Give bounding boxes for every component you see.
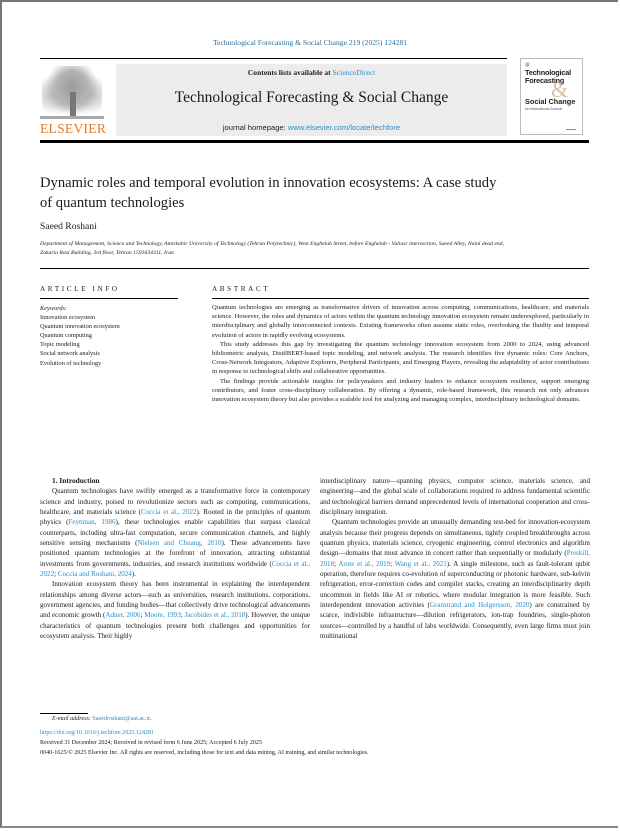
text: ; — [54, 570, 58, 579]
received-dates: Received 31 December 2024; Received in revised form 6 June 2025; Accepted 6 July 2025 — [40, 740, 263, 746]
text: ; — [390, 559, 395, 568]
cover-title-line1: Technological — [525, 68, 571, 77]
citation-link[interactable]: Jacobides et al., 2018 — [184, 611, 246, 620]
abstract-heading: ABSTRACT — [212, 285, 271, 293]
keyword: Social network analysis — [40, 350, 100, 358]
text: ; — [180, 611, 185, 620]
copyright-notice: 0040-1625/© 2025 Elsevier Inc. All rights are reserved, including those for text and data mining, AI training, and similar technologies. — [40, 750, 369, 756]
header-rule-bottom — [40, 140, 589, 143]
journal-homepage-link[interactable]: www.elsevier.com/locate/techfore — [287, 123, 401, 132]
abstract-rule — [212, 298, 589, 299]
body-column-right — [320, 476, 590, 642]
cover-publisher-icon: ▦ — [525, 63, 530, 68]
author-name[interactable]: Saeed Roshani — [40, 221, 97, 232]
cover-footer-mark — [566, 129, 576, 130]
email-suffix: . — [149, 716, 152, 722]
abstract-paragraph: Quantum technologies are emerging as transformative drivers of innovation across computing, communications, healthcare, and materials science. However, the roles and dynamics of actors within the quantum technology innovation ecosystem remain underexplored, particularly in interdisciplinary and globally interconnected contexts. Existing frameworks often assume static roles, overlooking the fluidity and temporal evolution of actors in rapidly evolving ecosystems. — [212, 304, 589, 339]
abstract-paragraph: This study addresses this gap by investigating the quantum technology innovation ecosystem from 2000 to 2024, using advanced bibliometric analysis, DistilBERT-based topic modeling, and network analysis. The research identifies five dynamic roles: Core Anchors, Cross-Network Integrators, Adaptive Explorers, Peripheral Participants, and Emerging Players, revealing the adaptability of actor contributions in response to technological shifts and collaborative opportunities. — [212, 340, 589, 376]
email-footnote — [52, 716, 151, 722]
tree-ground-icon — [40, 116, 104, 119]
contents-prefix: Contents lists available at — [247, 68, 333, 77]
text: ). — [131, 570, 136, 579]
text: Quantum technologies have swiftly emerged as a transformative force in contemporary science and industry, poised to revolutionize sectors such as computing, communications, healthcare, and materials science ( — [40, 487, 310, 517]
body-paragraph — [40, 486, 310, 579]
cover-subtitle: An International Journal — [525, 107, 562, 111]
cover-ampersand: & — [551, 77, 569, 102]
text: ). Rooted in the principles of quantum physics ( — [40, 508, 310, 527]
abstract-paragraph: The findings provide actionable insights for policymakers and industry leaders to enhance ecosystem resilience, support emerging contributors, and foster cross-disciplinary collaboration. By offering a dynamic, role-based framework, this research not only advances innovation ecosystem theory but also provides a scalable tool for analyzing and managing complex, interdisciplinary technological domains. — [212, 377, 589, 404]
contents-line — [116, 68, 507, 77]
text: ; — [334, 559, 339, 568]
footnote-rule — [40, 713, 88, 714]
citation-link[interactable]: Preskill, 2018 — [320, 549, 590, 568]
text: Quantum technologies provide an unusually demanding test-bed for innovation-ecosystem analysis because their progress depends on simultaneous, tightly coupled breakthroughs across quantum physics, materials science, cryogenic engineering, control electronics and algorithm design—domains that must advance in concert rather than sequentially or modularly ( — [320, 518, 590, 558]
text: ) are constrained by scarce, indivisible infrastructure—dilution refrigerators, ion-trap foundries, single-photon sources—controlled by a handful of labs worldwide. Consequently, even large firms must join multinational — [320, 601, 590, 641]
citation-link[interactable]: Moore, 1993 — [144, 611, 181, 620]
author-affiliation: Department of Management, Science and Technology, Amirkabir University of Technology (Tehran Polytechnic), West Enghelab Street, before Enghelab - Valiasr intersection, Saeed Alley, Naini dead end, Zakaria Razi Building, 3rd floor, Tehran 1591634311, Iran — [40, 241, 505, 256]
citation-link[interactable]: Coccia and Roshani, 2024 — [57, 570, 132, 579]
text: ; — [140, 611, 145, 620]
homepage-line — [116, 123, 507, 132]
keywords-label: Keywords: — [40, 305, 68, 312]
author-email-link[interactable]: Saeedroshani@aut.ac.ir — [92, 716, 150, 722]
doi-link[interactable]: https://doi.org/10.1016/j.techfore.2025.124281 — [40, 730, 155, 736]
journal-banner — [116, 64, 507, 136]
citation-link[interactable]: Coccia et al., 2022 — [40, 559, 310, 579]
citation-link[interactable]: Arute et al., 2019 — [338, 559, 391, 568]
header-rule-top — [40, 58, 507, 59]
citation-link[interactable]: Wang et al., 2021 — [394, 559, 447, 568]
body-paragraph: interdisciplinary nature—spanning physics, computer science, materials science, and engineering—and the global scale of collaborations required to address fundamental scientific and technological barriers demand unprecedented levels of international cooperation and cross-disciplinary integration. — [320, 477, 590, 517]
citation-link[interactable]: Granstrand and Holgersson, 2020 — [429, 601, 530, 610]
cover-title-line3: Social Change — [525, 97, 576, 106]
citation-link[interactable]: Nielsen and Chuang, 2010 — [137, 539, 222, 548]
article-title: Dynamic roles and temporal evolution in innovation ecosystems: A case study of quantum technologies — [40, 175, 497, 211]
keyword: Topic modeling — [40, 341, 80, 349]
body-column-left — [40, 476, 310, 642]
text: Innovation ecosystem theory has been instrumental in explaining the interdependent relationships among diverse actors—such as universities, research institutions, corporations, government agencies, and funding bodies—that collectively drive technological advancements and economic growth ( — [40, 580, 310, 620]
text: ). However, the unique characteristics of quantum technologies present both challenges and opportunities for ecosystem analysis. Their highly — [40, 611, 310, 641]
journal-title: Technological Forecasting & Social Change — [174, 89, 449, 106]
sciencedirect-link[interactable]: ScienceDirect — [332, 68, 376, 77]
text: ). These advancements have positioned quantum technologies at the forefront of innovation, attracting substantial investments from governments, industries, and research institutions worldwide ( — [40, 539, 310, 568]
keyword: Quantum innovation ecosystem — [40, 323, 120, 331]
keywords-list — [40, 304, 120, 368]
title-rule — [40, 268, 589, 269]
citation-link[interactable]: Feynman, 1986 — [68, 518, 116, 527]
keyword: Evolution of technology — [40, 359, 102, 367]
text: ). A single milestone, such as fault-tolerant qubit operation, therefore requires co-evolution of superconducting or photonic hardware, sub-kelvin refrigeration, error-correction codes and compiler stacks, creating an interdisciplinarity depth uncommon in fields like AI or robotics, where modular integration is more feasible. Such interdependent innovation activities ( — [320, 559, 590, 610]
article-info-heading: ARTICLE INFO — [40, 285, 120, 293]
tree-trunk-icon — [70, 92, 76, 118]
abstract-body — [212, 303, 589, 404]
cover-title-line2: Forecasting — [525, 76, 565, 85]
keyword: Quantum computing — [40, 332, 92, 340]
citation-link[interactable]: Adner, 2006 — [105, 611, 141, 620]
citation-link[interactable]: Coccia et al., 2022 — [140, 508, 197, 517]
running-head: Technological Forecasting & Social Change 219 (2025) 124281 — [212, 38, 408, 47]
body-paragraph — [40, 579, 310, 641]
elsevier-wordmark: ELSEVIER — [40, 121, 107, 136]
doi-line — [40, 730, 154, 736]
homepage-prefix: journal homepage: — [222, 123, 288, 132]
text: ), these technologies enable capabilities that surpass classical counterparts, including ultra-fast computation, secure communication channels, and highly sensitive sensing mechanisms ( — [40, 518, 311, 548]
keyword: Innovation ecosystem — [40, 314, 96, 322]
email-label: E-mail address: — [52, 716, 91, 722]
article-info-rule — [40, 298, 178, 299]
journal-cover-thumbnail[interactable] — [520, 58, 583, 135]
section-heading-introduction: 1. Introduction — [52, 476, 100, 485]
body-paragraph — [320, 517, 590, 641]
elsevier-logo[interactable] — [40, 64, 110, 136]
